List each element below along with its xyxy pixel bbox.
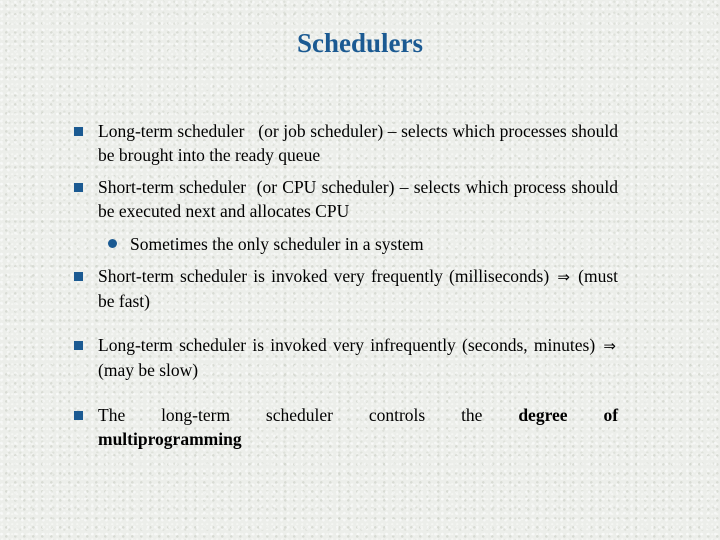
text-before: Short-term scheduler is invoked very frequently (milliseconds) — [98, 266, 550, 286]
paren-open: (or — [256, 177, 283, 197]
subbullet-text: Sometimes the only scheduler in a system — [130, 234, 424, 254]
term: Long-term scheduler — [98, 121, 245, 141]
text-after: (may be slow) — [98, 360, 199, 380]
bullet-long-term-frequency — [74, 333, 618, 382]
bullet-long-term-scheduler — [74, 119, 618, 167]
text-after: (must be fast) — [98, 266, 618, 311]
text-prefix: The long-term scheduler controls the — [98, 405, 483, 425]
rest-text: ) – selects which processes should be brought into the ready queue — [98, 121, 619, 165]
subbullet-only-scheduler — [108, 232, 618, 256]
text-before: Long-term scheduler is invoked very infrequently (seconds, minutes) — [98, 335, 596, 355]
bullet-text — [98, 119, 618, 167]
bullet-text — [98, 264, 618, 313]
implies-arrow-icon: ⇒ — [557, 268, 570, 286]
bullet-short-term-frequency — [74, 264, 618, 313]
paren-open: (or — [258, 121, 284, 141]
alt-term: CPU scheduler — [282, 177, 389, 197]
square-bullet-icon — [74, 272, 83, 281]
bold-word-of: of — [603, 405, 619, 425]
square-bullet-icon — [74, 127, 83, 136]
round-bullet-icon — [108, 239, 117, 248]
bullet-text — [98, 333, 618, 382]
bold-word-multiprogramming: multiprogramming — [98, 429, 242, 449]
bullet-text-line1 — [98, 403, 618, 427]
square-bullet-icon — [74, 183, 83, 192]
bold-word-degree: degree — [518, 405, 568, 425]
bullet-text — [98, 175, 618, 223]
slide-title: Schedulers — [296, 28, 423, 58]
square-bullet-icon — [74, 341, 83, 350]
bullet-text-line2 — [98, 427, 618, 451]
bullet-short-term-scheduler — [74, 175, 618, 223]
implies-arrow-icon: ⇒ — [603, 337, 616, 355]
square-bullet-icon — [74, 411, 83, 420]
rest-text: ) – selects which process should be executed next and allocates CPU — [98, 177, 618, 221]
term: Short-term scheduler — [98, 177, 247, 197]
alt-term: job scheduler — [283, 121, 378, 141]
bullet-degree-of-multiprogramming — [74, 403, 618, 451]
